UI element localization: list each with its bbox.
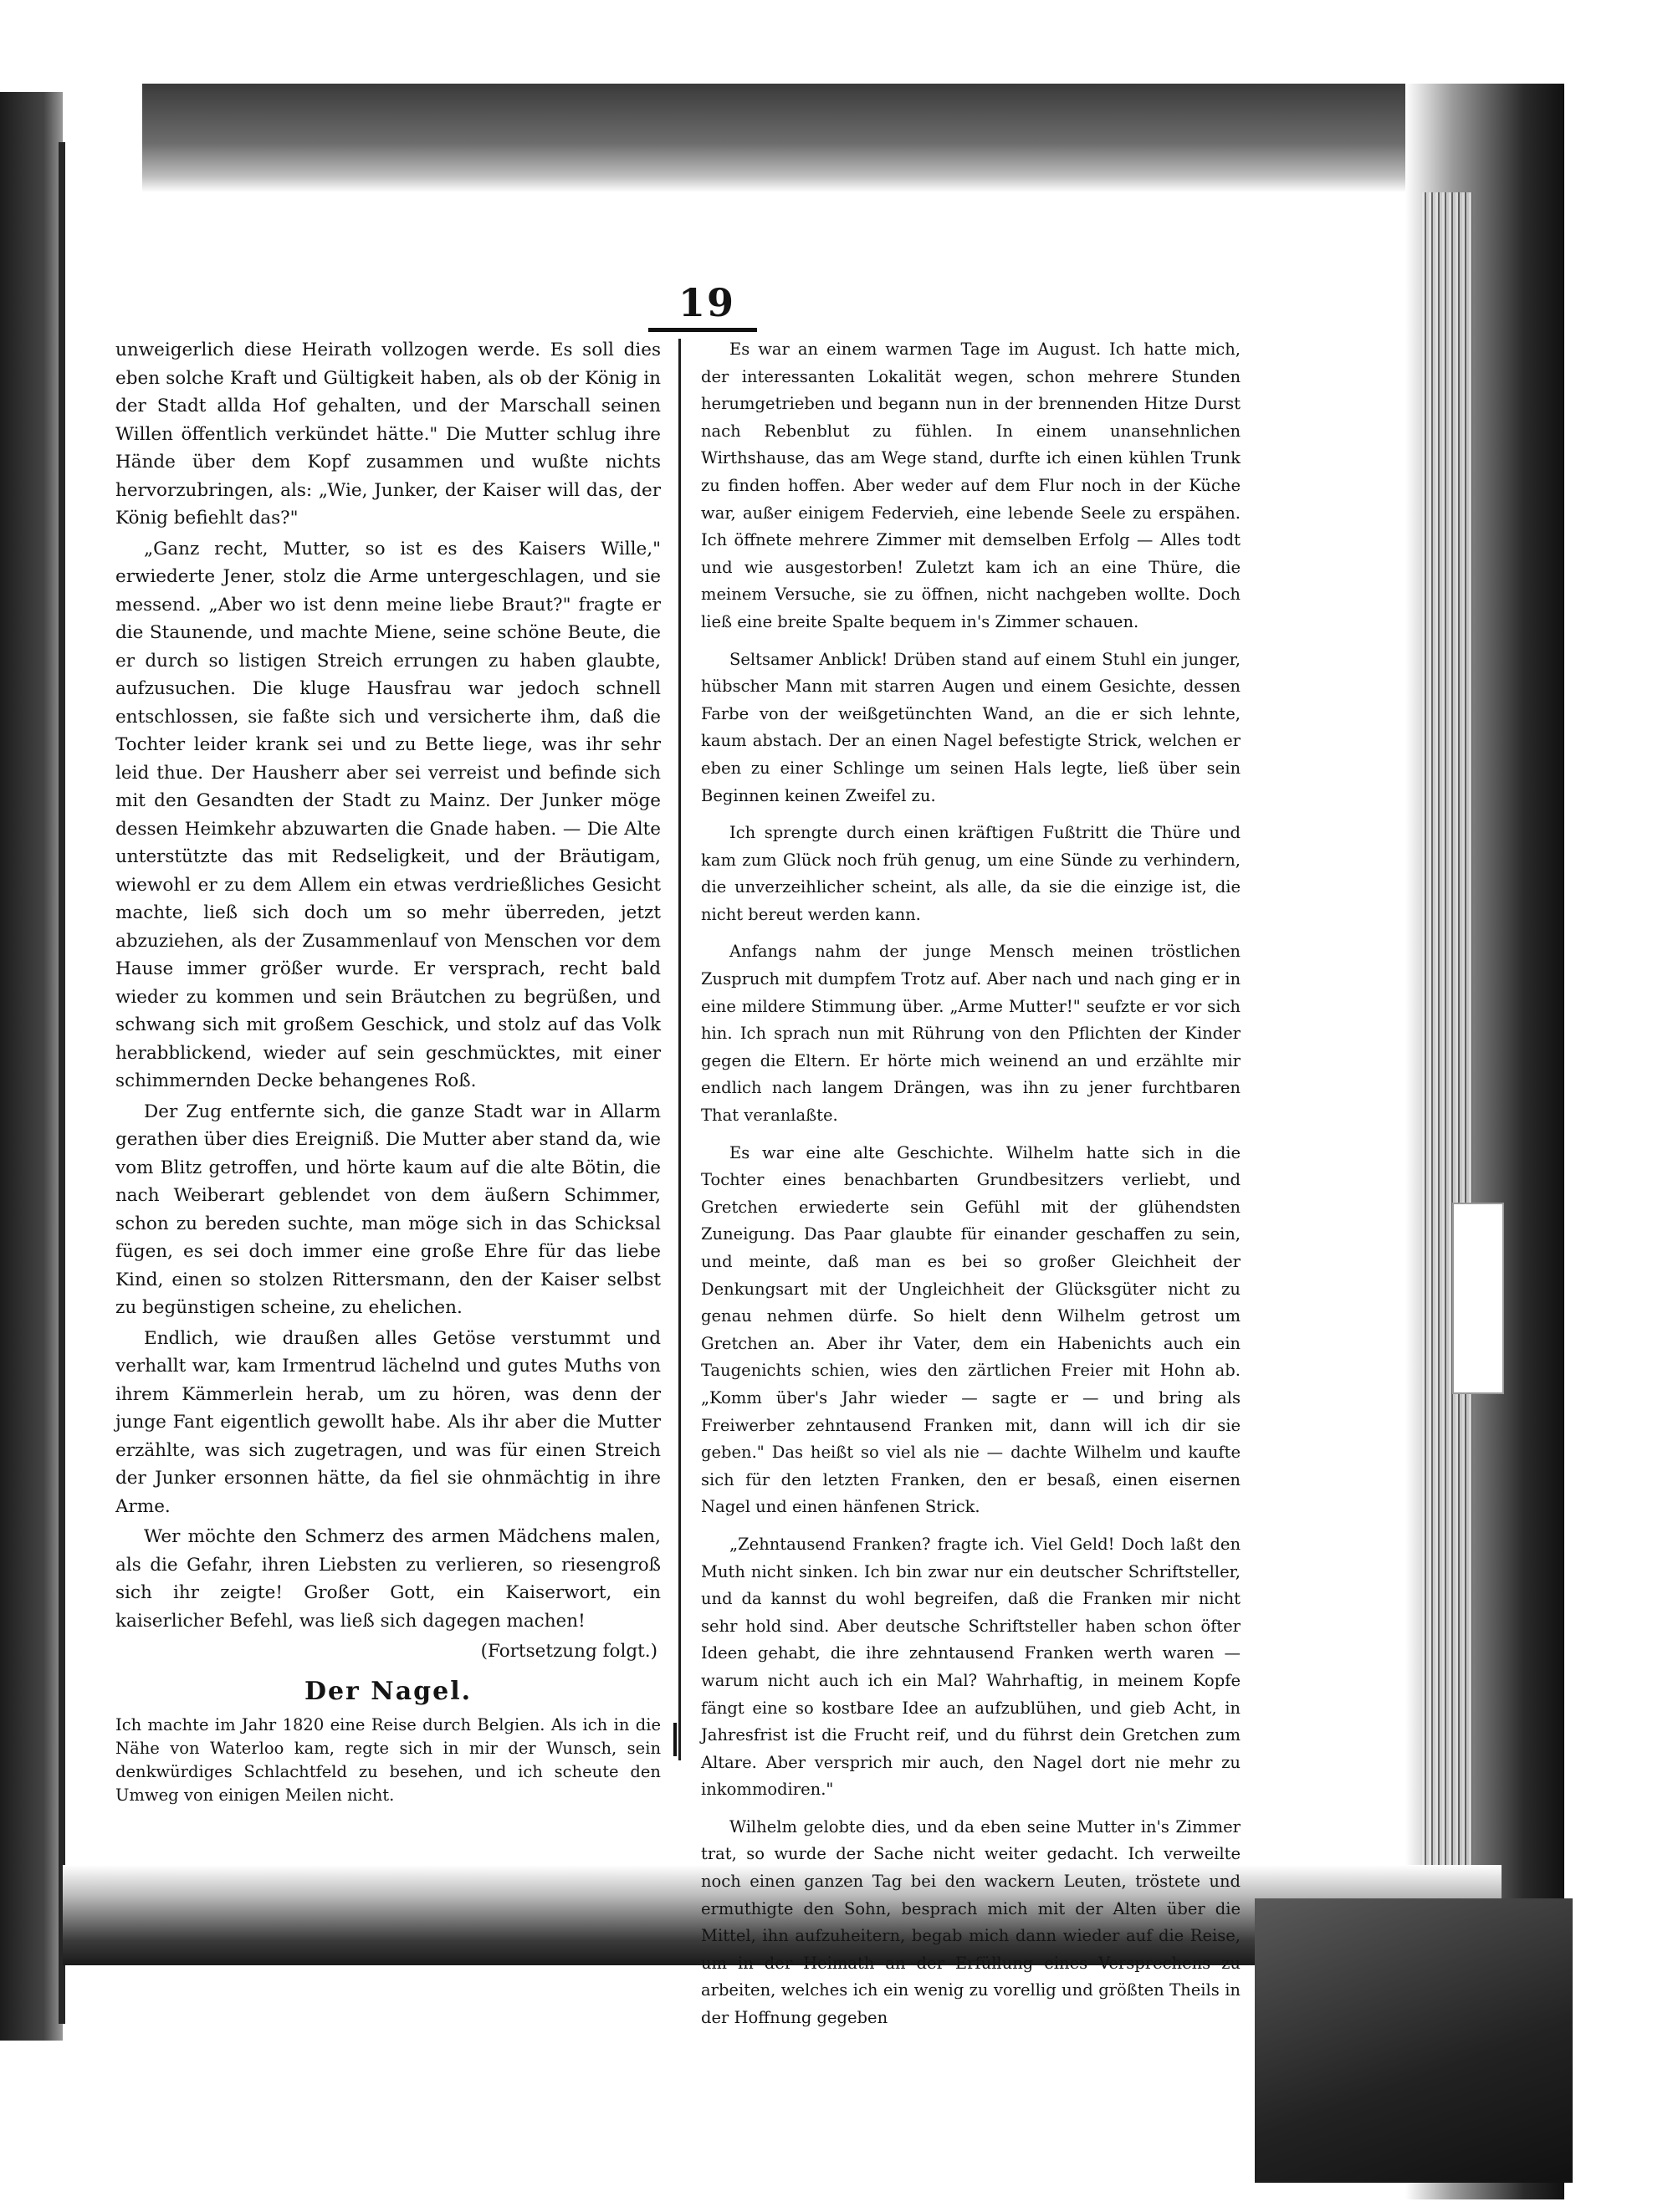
paragraph: Wer möchte den Schmerz des armen Mädchens malen, als die Gefahr, ihren Liebsten zu verlieren, so riesengroß sich ihr zeigte! Großer Gott, ein Kaiserwort, ein kaiserlicher Befehl, was ließ sich dagegen machen!: [115, 1526, 661, 1632]
paragraph: Es war an einem warmen Tage im August. Ich hatte mich, der interessanten Lokalität wegen, schon mehrere Stunden herumgetrieben und begann nun in der brennenden Hitze Durst nach Rebenblut zu fühlen. In einem unansehnlichen Wirthshause, das am Wege stand, durfte ich einen kühlen Trunk zu finden hoffen. Aber weder auf dem Flur noch in der Küche war, außer einigem Federvieh, eine lebende Seele zu erspähen. Ich öffnete mehrere Zimmer mit demselben Erfolg — Alles todt und wie ausgestorben! Zuletzt kam ich an eine Thüre, die meinem Versuche, sie zu öffnen, nicht nachgeben wollte. Doch ließ eine breite Spalte bequem in's Zimmer schauen.: [701, 340, 1241, 631]
column-divider: [678, 339, 681, 1760]
scan-shadow-top: [142, 84, 1548, 192]
paragraph: „Ganz recht, Mutter, so ist es des Kaisers Wille," erwiederte Jener, stolz die Arme untergeschlagen, und sie messend. „Aber wo ist denn meine liebe Braut?" fragte er die Staunende, und machte Miene, seine schöne Beute, die er durch so listigen Streich errungen zu haben glaubte, aufzusuchen. Die kluge Hausfrau war jedoch schnell entschlossen, sie faßte sich und versicherte ihm, daß die Tochter leider krank sei und zu Bette liege, was ihr sehr leid thue. Der Hausherr aber sei verreist und befinde sich mit den Gesandten der Stadt zu Mainz. Der Junker möge dessen Heimkehr abzuwarten die Gnade haben. — Die Alte unterstützte das mit Redseligkeit, und der Bräutigam, wiewohl er zu dem Allem ein etwas verdrießliches Gesicht machte, ließ sich doch um so mehr überreden, jetzt abzuziehen, als der Zusammenlauf von Menschen vor dem Hause immer größer wurde. Er versprach, recht bald wieder zu kommen und sein Bräutchen zu begrüßen, und schwang sich mit großem Geschick, und stolz auf das Volk herabblickend, wieder auf sein geschmücktes, mit einer schimmernden Decke behangenes Roß.: [115, 538, 661, 1091]
page-number-rule: [648, 328, 757, 332]
paragraph: Endlich, wie draußen alles Getöse verstummt und verhallt war, kam Irmentrud lächelnd und gutes Muths von ihrem Kämmerlein herab, um zu hören, was denn der junge Fant eigentlich gewollt habe. Als ihr aber die Mutter erzählte, was sich zugetragen, und was für einen Streich der Junker ersonnen hätte, da fiel sie ohnmächtig in ihre Arme.: [115, 1327, 661, 1517]
paragraph: Seltsamer Anblick! Drüben stand auf einem Stuhl ein junger, hübscher Mann mit starren Augen und einem Gesichte, dessen Farbe von der weißgetünchten Wand, an die er sich lehnte, kaum abstach. Der an einen Nagel befestigte Strick, welchen er eben zu einer Schlinge um seinen Hals legte, ließ über sein Beginnen keinen Zweifel zu.: [701, 649, 1241, 805]
page-number: 19: [678, 280, 735, 325]
scan-shadow-corner: [1255, 1898, 1573, 2183]
page-edges: [1422, 192, 1472, 1882]
paragraph: „Zehntausend Franken? fragte ich. Viel Geld! Doch laßt den Muth nicht sinken. Ich bin zwar nur ein deutscher Schriftsteller, und da kannst du wohl begreifen, daß die Franken mir nicht sehr hold sind. Aber deutsche Schriftsteller haben schon öfter Ideen gehabt, die ihre zehntausend Franken werth waren — warum nicht auch ich ein Mal? Wahrhaftig, in meinem Kopfe fängt eine so kostbare Idee an aufzublühen, und gieb Acht, in Jahresfrist ist die Frucht reif, und du führst dein Gretchen zum Altare. Aber versprich mir auch, den Nagel dort nie mehr zu inkommodiren.": [701, 1534, 1241, 1800]
paper-slip: [1454, 1204, 1502, 1392]
paragraph: Es war eine alte Geschichte. Wilhelm hatte sich in die Tochter eines benachbarten Grundbesitzers verliebt, und Gretchen erwiederte sein Gefühl mit der glühendsten Zuneigung. Das Paar glaubte für einander geschaffen zu sein, und meinte, daß man es bei so großer Gleichheit der Denkungsart mit der Ungleichheit der Glücksgüter nicht zu genau nehmen dürfe. So hielt denn Wilhelm getrost um Gretchen an. Aber ihr Vater, dem ein Habenichts auch ein Taugenichts schien, wies den zärtlichen Freier mit Hohn ab. „Komm über's Jahr wieder — sagte er — und bring als Freiwerber zehntausend Franken mit, dann will ich dir sie geben." Das heißt so viel als nie — dachte Wilhelm und kaufte sich für den letzten Franken, den er besaß, einen eisernen Nagel und einen hänfenen Strick.: [701, 1142, 1241, 1517]
left-column: [115, 336, 661, 1810]
right-column: [701, 336, 1241, 2035]
column-divider-end: [673, 1723, 677, 1756]
paragraph: Wilhelm gelobte dies, und da eben seine Mutter in's Zimmer trat, so wurde der Sache nicht weiter gedacht. Ich verweilte noch einen ganzen Tag bei den wackern Leuten, tröstete und ermuthigte den Sohn, besprach mich mit der Alten über die Mittel, ihn aufzuheitern, begab mich dann wieder auf die Reise, um in der Heimath an der Erfüllung eines Versprechens zu arbeiten, welches ich ein wenig zu vorellig und größten Theils in der Hoffnung gegeben: [701, 1816, 1241, 2028]
book-gutter: [59, 142, 65, 2024]
paragraph: Der Zug entfernte sich, die ganze Stadt war in Allarm gerathen über dies Ereigniß. Die Mutter aber stand da, wie vom Blitz getroffen, und hörte kaum auf die alte Bötin, die nach Weiberart geblendet von dem äußern Schimmer, schon zu bereden suchte, man möge sich in das Schicksal fügen, es sei doch immer eine große Ehre für das liebe Kind, einen so stolzen Rittersmann, den der Kaiser selbst zu begünstigen scheine, zu ehelichen.: [115, 1101, 661, 1318]
article-intro: Ich machte im Jahr 1820 eine Reise durch Belgien. Als ich in die Nähe von Waterloo kam, regte sich in mir der Wunsch, sein denkwürdiges Schlachtfeld zu besehen, und ich scheute den Umweg von einigen Meilen nicht.: [115, 1715, 661, 1805]
scan-shadow-left: [0, 92, 63, 2041]
paragraph: unweigerlich diese Heirath vollzogen werde. Es soll dies eben solche Kraft und Gültigkeit haben, als ob der König in der Stadt allda Hof gehalten, und der Marschall seinen Willen öffentlich verkündet hätte." Die Mutter schlug ihre Hände über dem Kopf zusammen und wußte nichts hervorzubringen, als: „Wie, Junker, der Kaiser will das, der König befiehlt das?": [115, 340, 661, 529]
continued-note: (Fortsetzung folgt.): [480, 1641, 657, 1662]
article-title: Der Nagel.: [304, 1676, 473, 1706]
paragraph: Ich sprengte durch einen kräftigen Fußtritt die Thüre und kam zum Glück noch früh genug, um eine Sünde zu verhindern, die unverzeihlicher scheint, als alle, da sie die einzige ist, die nicht bereut werden kann.: [701, 823, 1241, 924]
paragraph: Anfangs nahm der junge Mensch meinen tröstlichen Zuspruch mit dumpfem Trotz auf. Aber nach und nach ging er in eine mildere Stimmung über. „Arme Mutter!" seufzte er vor sich hin. Ich sprach nun mit Rührung von den Pflichten der Kinder gegen die Eltern. Er hörte mich weinend an und erzählte mir endlich nach langem Drängen, was ihn zu jener furchtbaren That veranlaßte.: [701, 942, 1241, 1126]
